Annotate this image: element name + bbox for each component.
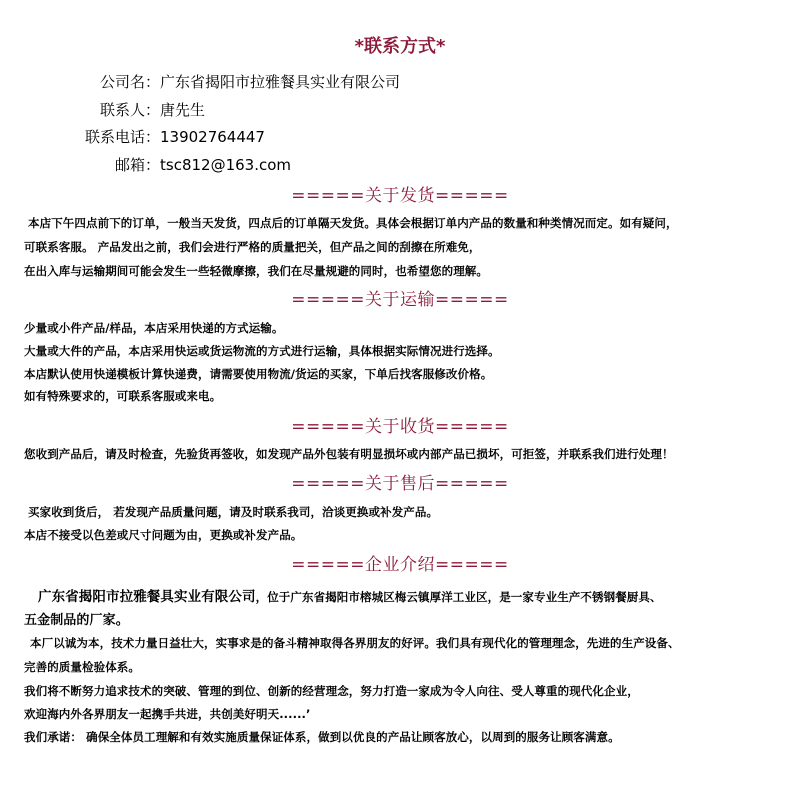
company-heading: =====企业介绍=====: [291, 555, 509, 575]
company-intro-line2: 五金制品的厂家。: [24, 613, 129, 628]
phone-label: 联系电话：: [84, 128, 160, 146]
transport-line: 本店默认使用快递模板计算快递费，请需要使用物流/货运的买家，下单后找客服修改价格。: [24, 367, 493, 381]
transport-line: 如有特殊要求的，可联系客服或来电。: [24, 389, 222, 403]
aftersale-line: 本店不接受以色差或尺寸问题为由，更换或补发产品。: [24, 528, 303, 542]
company-intro: [38, 585, 662, 605]
transport-line: 少量或小件产品/样品，本店采用快递的方式运输。: [24, 321, 284, 335]
company-line: 本厂以诚为本，技术力量日益壮大，实事求是的备斗精神取得各界朋友的好评。我们具有现代化的管理理念，先进的生产设备、: [30, 636, 680, 650]
contact-person: [60, 99, 205, 120]
company-intro-rest: ，位于广东省揭阳市榕城区梅云镇厚洋工业区，是一家专业生产不锈钢餐厨具、: [255, 590, 662, 604]
receiving-line: 您收到产品后，请及时检查，先验货再签收，如发现产品外包装有明显损坏或内部产品已损坏，可拒签，并联系我们进行处理！: [24, 447, 674, 461]
person-label: 联系人：: [99, 101, 160, 119]
email-label: 邮箱：: [114, 156, 160, 174]
email-value[interactable]: tsc812@163.com: [160, 156, 292, 174]
shipping-heading: =====关于发货=====: [291, 186, 509, 206]
receiving-heading: =====关于收货=====: [291, 417, 509, 437]
company-line: 我们将不断努力追求技术的突破、管理的到位、创新的经营理念，努力打造一家成为令人向往、受人尊重的现代化企业，: [24, 684, 639, 698]
transport-line: 大量或大件的产品，本店采用快运或货运物流的方式进行运输，具体根据实际情况进行选择。: [24, 344, 500, 358]
shipping-line: 可联系客服。 产品发出之前，我们会进行严格的质量把关，但产品之间的刮擦在所难免，: [24, 240, 481, 254]
contact-phone: [60, 126, 265, 147]
contact-email: [60, 154, 291, 175]
company-line: 完善的质量检验体系。: [24, 660, 140, 674]
company-intro-name: 广东省揭阳市拉雅餐具实业有限公司: [38, 589, 256, 605]
aftersale-heading: =====关于售后=====: [291, 474, 509, 494]
company-value: 广东省揭阳市拉雅餐具实业有限公司: [160, 73, 401, 91]
company-label: 公司名：: [99, 73, 160, 91]
phone-value[interactable]: 13902764447: [160, 128, 265, 146]
transport-heading: =====关于运输=====: [291, 290, 509, 310]
person-value: 唐先生: [160, 101, 206, 119]
page-title: *联系方式*: [354, 36, 446, 57]
shipping-line: 在出入库与运输期间可能会发生一些轻微摩擦，我们在尽量规避的同时，也希望您的理解。: [24, 264, 488, 278]
company-line: 欢迎海内外各界朋友一起携手共进，共创美好明天......’: [24, 707, 311, 721]
company-promise: 我们承诺： 确保全体员工理解和有效实施质量保证体系，做到以优良的产品让顾客放心，以周到的服务让顾客满意。: [24, 730, 620, 744]
shipping-line: 本店下午四点前下的订单，一般当天发货，四点后的订单隔天发货。具体会根据订单内产品的数量和种类情况而定。如有疑问，: [28, 216, 678, 230]
contact-company: [60, 71, 400, 92]
aftersale-line: 买家收到货后， 若发现产品质量问题，请及时联系我司，洽谈更换或补发产品。: [28, 505, 439, 519]
